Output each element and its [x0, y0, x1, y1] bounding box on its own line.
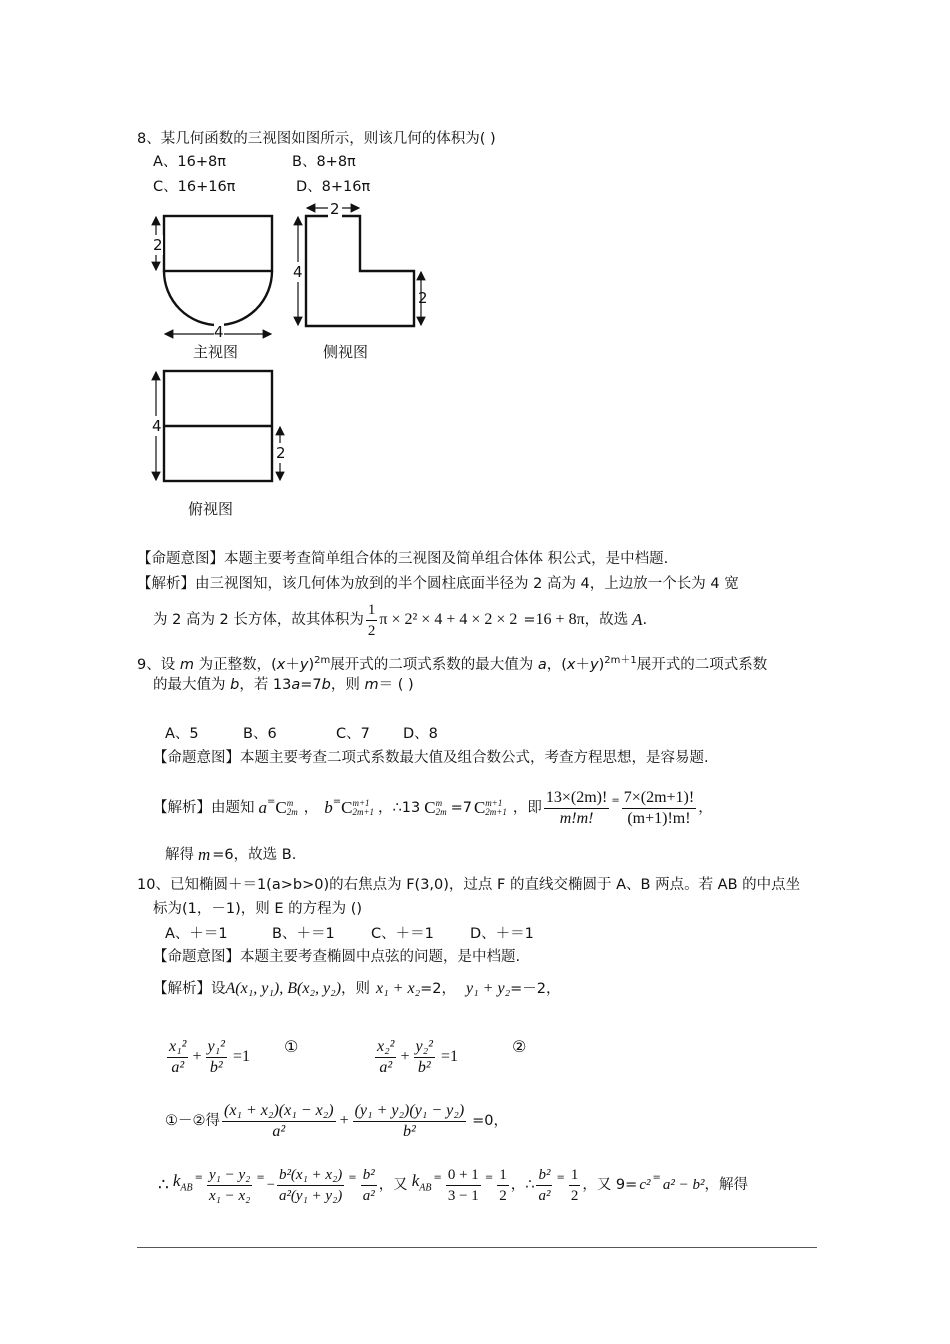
q10-option-c: C、＋＝1 [371, 926, 434, 942]
top-height-label: 4 [152, 417, 162, 435]
top-view-caption: 俯视图 [188, 502, 234, 518]
q9-option-c: C、7 [336, 726, 370, 742]
q10-eq2: $\frac{\text{x₂²}}{\text{a²}}$ + $\frac{\text{y₂²}}{\text{b²}}$ =1 [377, 1037, 458, 1076]
half-fraction: $\frac{1}{2}$ [367, 601, 376, 639]
side-step-label: 2 [418, 289, 428, 307]
front-width-label: 4 [214, 323, 224, 341]
q9-fraction-left: $\frac{13\times(2m)!}{m!m!}$ [545, 788, 608, 827]
side-width-label: 2 [330, 200, 340, 218]
q9-option-a: A、5 [165, 726, 199, 742]
q8-answer: A [632, 610, 643, 629]
front-view-caption: 主视图 [193, 345, 239, 361]
q9-solve: 解得 m =6，故选 B. [165, 845, 297, 864]
q10-option-a: A、＋＝1 [165, 926, 228, 942]
q8-option-c: C、16+16π [153, 179, 236, 195]
q8-analysis-line1: 【解析】由三视图知，该几何体为放到的半个圆柱底面半径为 2 高为 4，上边放一个长为 4 宽 [137, 576, 739, 592]
q8-analysis-pre: 为 2 高为 2 长方体，故其体积为 [153, 612, 364, 628]
top-view [164, 371, 272, 481]
q10-circle-1: ① [284, 1037, 299, 1056]
side-view-caption: 侧视图 [323, 345, 369, 361]
q9-stem-line1: 9、设 m 为正整数，$(x+y)^{2m}$展开式的二项式系数的最大值为 a，$(x+y)^{2m+1}$展开式的二项式系数 [137, 655, 768, 673]
q10-option-b: B、＋＝1 [272, 926, 335, 942]
q9-stem-line2: 的最大值为 b，若 13a=7b，则 m＝ ( ) [153, 677, 414, 693]
page-footer-rule [137, 1247, 817, 1248]
q10-slope: ∴ $k_{AB}$ = $\frac{\text{y₁ − y₂}}{\text{x₁ − x₂}}$ = − $\frac{\text{b²(x₁ + x₂)}}{\text{a²(y₁ + y₂)}}$ = $\frac{\text{b²}}{\text{a²}}$ ，又 $k_{AB}$ = $\frac{0 + 1}{3 - 1}$ = $\frac{1}{2}$ ，∴ $\frac{\text{b²}}{\text{a²}}$ = $\frac{1}{2}$ ，又 9= c² = a² − b² ，解得 [158, 1166, 748, 1204]
q10-analysis-line1: 【解析】设 A(x₁, y₁), B(x₂, y₂) ，则 x₁ + x₂ =2， y₁ + y₂ =－2， [153, 980, 561, 997]
top-step-label: 2 [276, 444, 286, 462]
q8-option-d: D、8+16π [296, 179, 371, 195]
side-view [306, 216, 414, 326]
q10-option-d: D、＋＝1 [470, 926, 534, 942]
q8-analysis-line2 [153, 598, 647, 642]
q9-option-d: D、8 [403, 726, 438, 742]
three-view-figure [140, 198, 450, 523]
q8-end: . [642, 612, 648, 628]
q8-result: 16 + 8π [535, 611, 585, 628]
q10-stem-line2: 标为(1，－1)，则 E 的方程为 () [153, 901, 363, 917]
side-height-label: 4 [293, 263, 303, 281]
q10-subtract: ①－②得 $\frac{\text{(x₁ + x₂)(x₁ − x₂)}}{\text{a²}}$ + $\frac{\text{(y₁ + y₂)(y₁ − y₂)}}{\text{b²}}$ =0， [165, 1101, 509, 1140]
q10-eq1: $\frac{\text{x₁²}}{\text{a²}}$ + $\frac{\text{y₁²}}{\text{b²}}$ =1 [169, 1037, 250, 1076]
q8-intent: 【命题意图】本题主要考查简单组合体的三视图及简单组合体体 积公式，是中档题. [137, 551, 669, 567]
q10-stem-line1: 10、已知椭圆＋＝1(a>b>0)的右焦点为 F(3,0)，过点 F 的直线交椭圆于 A、B 两点。若 AB 的中点坐 [137, 877, 801, 893]
q8-volume-expr: π × 2² × 4 + 4 × 2 × 2 [379, 611, 518, 628]
q9-intent: 【命题意图】本题主要考查二项式系数最大值及组合数公式，考查方程思想，是容易题. [153, 750, 709, 766]
q8-post: ，故选 [584, 612, 629, 628]
q8-option-a: A、16+8π [153, 154, 226, 170]
q9-option-b: B、6 [243, 726, 277, 742]
q10-intent: 【命题意图】本题主要考查椭圆中点弦的问题，是中档题. [153, 949, 521, 965]
q10-circle-2: ② [512, 1037, 527, 1056]
front-view [164, 216, 272, 325]
q8-eq: = [523, 612, 536, 628]
front-height-label: 2 [153, 236, 163, 254]
q8-option-b: B、8+8π [292, 154, 356, 170]
q8-stem: 8、某几何函数的三视图如图所示，则该几何的体积为( ) [137, 131, 496, 147]
q9-fraction-right: $\frac{7\times(2m+1)!}{(m+1)!m!}$ [623, 788, 695, 827]
q9-analysis: 【解析】由题知 a = C m 2m ， b = C m+1 2m+1 ，∴13 C m 2m =7 C m+1 2m+1 ，即 $\frac{13\times(2m)!}{m!m!}$ = $\frac{7\times(2m+1)!}{(m+1)!m!}$ ， [153, 788, 713, 827]
